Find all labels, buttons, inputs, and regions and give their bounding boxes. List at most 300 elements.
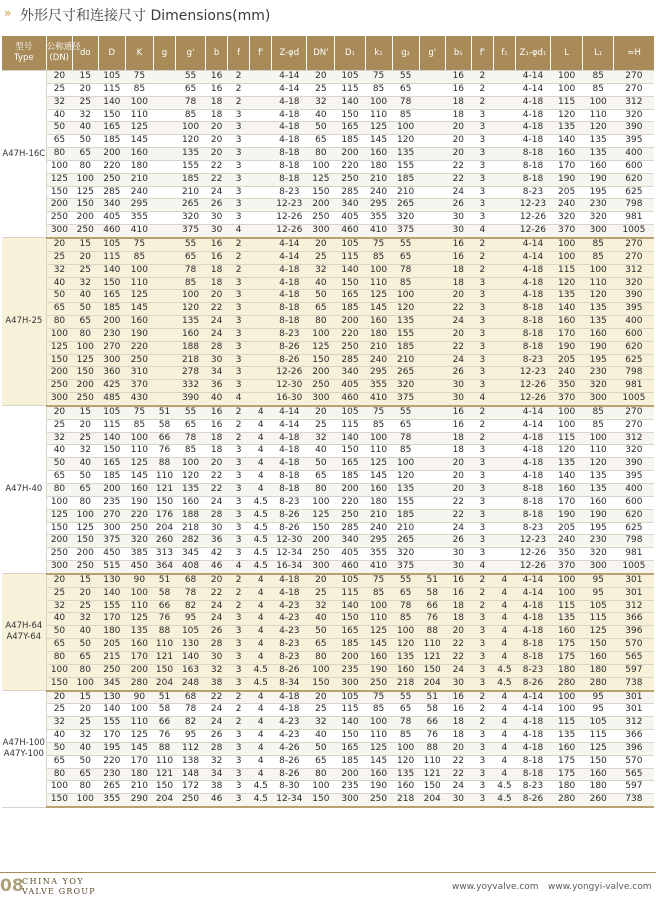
table-cell: 105 [335,238,365,251]
table-cell: 4 [228,393,250,406]
table-cell: 230 [98,328,125,341]
table-cell: 28 [206,639,228,652]
table-cell: 8-34 [272,677,307,690]
table-row [2,535,654,548]
table-cell: 240 [365,186,392,199]
table-cell: 65 [46,303,72,316]
table-cell: 12-26 [515,561,550,574]
table-row [2,238,654,251]
table-cell: 80 [307,148,335,161]
table-cell: 125 [365,458,392,471]
table-cell: 28 [206,509,228,522]
table-cell: 300 [307,561,335,574]
table-cell: 85 [365,587,392,600]
table-cell: 450 [125,561,153,574]
table-cell: 55 [392,406,419,419]
table-cell: 204 [153,677,175,690]
table-cell: 115 [335,587,365,600]
table-cell: 65 [176,419,206,432]
table-cell: 160 [176,496,206,509]
table-cell [419,148,445,161]
table-cell: 4-14 [272,238,307,251]
table-cell: 85 [392,613,419,626]
table-cell: 115 [335,704,365,717]
table-cell: 65 [72,651,98,664]
table-cell: 3 [471,639,493,652]
table-cell: 30 [445,561,471,574]
table-cell: 85 [583,83,614,96]
table-cell: 120 [551,277,583,290]
table-cell: 396 [614,742,654,755]
table-cell: 180 [551,664,583,677]
table-cell [493,522,515,535]
table-cell: 180 [98,626,125,639]
table-cell: 40 [72,122,98,135]
table-cell: 250 [176,794,206,807]
table-cell: 100 [583,432,614,445]
table-cell [250,199,272,212]
table-cell: 4.5 [250,664,272,677]
table-cell: 100 [307,664,335,677]
table-cell: 40 [46,445,72,458]
table-cell: 2 [471,432,493,445]
table-cell: 250 [365,677,392,690]
table-cell: 12-26 [272,212,307,225]
table-cell: 218 [176,522,206,535]
table-cell: 80 [307,651,335,664]
table-cell: 301 [614,587,654,600]
column-header-label: f' [479,47,486,58]
table-cell: 110 [365,730,392,743]
table-cell: 110 [153,755,175,768]
table-cell: 180 [583,664,614,677]
table-cell: 8-23 [272,328,307,341]
table-cell: 100 [46,781,72,794]
table-cell: 200 [72,548,98,561]
table-cell: 120 [583,290,614,303]
table-cell: 140 [551,303,583,316]
table-cell: 4 [250,587,272,600]
table-cell: 120 [176,303,206,316]
table-cell: 150 [46,677,72,690]
table-row [2,290,654,303]
table-cell: 78 [176,96,206,109]
table-cell: 270 [98,341,125,354]
table-cell: 300 [98,522,125,535]
table-cell: 165 [335,742,365,755]
brand-name: CHINA YOY [22,877,85,886]
table-cell: 85 [392,277,419,290]
table-cell: 95 [176,730,206,743]
table-cell: 3 [471,186,493,199]
table-cell: 4.5 [250,548,272,561]
table-cell: 145 [365,135,392,148]
table-cell: 240 [551,535,583,548]
table-cell: 3 [228,522,250,535]
table-cell: 160 [365,316,392,329]
table-cell [493,406,515,419]
table-cell: 8-18 [515,303,550,316]
table-cell: 160 [551,316,583,329]
column-header-label: DN' [313,47,329,58]
table-cell: 8-26 [272,664,307,677]
table-cell: 320 [583,380,614,393]
table-cell: 270 [614,83,654,96]
table-cell: 2 [471,600,493,613]
table-cell: 165 [335,458,365,471]
table-cell: 32 [72,277,98,290]
table-cell: 3 [471,522,493,535]
table-cell: 150 [153,664,175,677]
table-cell: 32 [46,264,72,277]
table-cell: 85 [392,445,419,458]
table-cell: 4.5 [250,781,272,794]
table-cell: 22 [445,509,471,522]
table-cell: 75 [365,406,392,419]
table-cell: 100 [72,341,98,354]
table-cell: 100 [392,122,419,135]
table-row [2,626,654,639]
table-cell: 4-14 [515,587,550,600]
table-cell: 65 [46,471,72,484]
table-cell: 95 [583,691,614,704]
table-cell: 204 [419,794,445,807]
table-cell: 3 [471,677,493,690]
table-cell: 78 [176,432,206,445]
table-cell: 140 [551,471,583,484]
table-cell: 105 [335,71,365,84]
table-cell: 150 [46,794,72,807]
table-cell: 100 [72,173,98,186]
table-cell: 200 [307,199,335,212]
table-cell: 8-26 [515,794,550,807]
table-cell: 20 [307,574,335,587]
table-cell: 110 [365,277,392,290]
table-cell: 4 [493,717,515,730]
table-cell: 65 [307,639,335,652]
table-cell [493,484,515,497]
table-cell [153,109,175,122]
table-cell: 100 [72,509,98,522]
table-cell: 105 [98,238,125,251]
table-cell: 190 [365,664,392,677]
table-cell: 180 [551,781,583,794]
table-cell: 32 [72,730,98,743]
table-cell: 4 [250,717,272,730]
table-cell: 115 [98,419,125,432]
table-cell: 160 [583,768,614,781]
table-row [2,251,654,264]
table-cell: 2 [228,71,250,84]
table-cell [419,496,445,509]
table-cell: 25 [307,587,335,600]
table-cell: 16 [445,704,471,717]
table-cell: 2 [228,691,250,704]
table-cell: 75 [365,574,392,587]
table-cell: 20 [206,574,228,587]
table-cell: 3 [471,341,493,354]
table-cell: 80 [307,768,335,781]
table-cell [493,225,515,238]
table-cell: 4-18 [515,458,550,471]
table-cell: 282 [176,535,206,548]
table-cell: 25 [46,83,72,96]
table-cell: 58 [419,587,445,600]
table-cell: 16 [445,83,471,96]
table-cell [419,509,445,522]
table-cell: 100 [365,717,392,730]
table-cell: 2 [228,587,250,600]
table-row [2,354,654,367]
model-label: A47H-40 [2,406,46,574]
table-cell: 16 [445,251,471,264]
table-cell: 4-18 [515,445,550,458]
table-cell: 85 [125,83,153,96]
table-cell: 125 [583,626,614,639]
table-cell: 405 [335,212,365,225]
table-cell: 32 [307,717,335,730]
table-cell: 82 [176,717,206,730]
table-cell [493,96,515,109]
chevron-right-icon: » [4,6,10,20]
table-cell: 4 [250,406,272,419]
table-cell: 170 [125,755,153,768]
table-cell: 15 [72,574,98,587]
table-cell: 3 [228,367,250,380]
table-cell: 4-18 [515,626,550,639]
table-cell: 150 [307,677,335,690]
table-cell [493,186,515,199]
table-cell: 150 [153,496,175,509]
table-cell: 210 [365,173,392,186]
table-cell: 145 [365,471,392,484]
table-cell: 260 [153,535,175,548]
model-label: A47H-25 [2,238,46,406]
table-cell: 115 [335,251,365,264]
table-cell [419,432,445,445]
table-cell: 78 [392,432,419,445]
table-cell: 185 [98,471,125,484]
table-cell: 220 [335,328,365,341]
table-cell: 4.5 [250,677,272,690]
table-cell: 620 [614,509,654,522]
table-cell: 58 [153,587,175,600]
table-cell: 50 [46,122,72,135]
column-header-label: f₁ [501,47,508,58]
table-cell: 270 [614,251,654,264]
column-header [471,36,493,71]
table-cell: 4-18 [272,574,307,587]
table-cell: 40 [46,277,72,290]
table-cell: 270 [614,406,654,419]
table-cell: 4-18 [272,445,307,458]
table-cell: 121 [419,768,445,781]
table-cell [493,471,515,484]
model-group [2,691,654,808]
table-cell: 135 [583,135,614,148]
table-cell: 485 [98,393,125,406]
table-cell: 4 [493,755,515,768]
table-cell: 3 [228,199,250,212]
table-cell: 4-18 [272,290,307,303]
table-cell: 65 [307,755,335,768]
table-cell: 190 [551,173,583,186]
table-cell: 366 [614,613,654,626]
table-row [2,561,654,574]
table-cell: 30 [206,651,228,664]
table-cell: 155 [98,717,125,730]
table-cell: 110 [419,639,445,652]
table-cell: 3 [228,109,250,122]
table-cell: 12-34 [272,548,307,561]
table-cell: 78 [392,717,419,730]
table-cell: 2 [471,83,493,96]
table-cell: 34 [206,367,228,380]
table-cell: 100 [551,71,583,84]
column-header [228,36,250,71]
table-cell: 2 [228,238,250,251]
table-cell: 210 [176,186,206,199]
table-cell: 3 [471,445,493,458]
table-cell: 16 [445,587,471,600]
column-header [153,36,175,71]
table-cell: 2 [471,691,493,704]
table-cell: 4-14 [272,71,307,84]
table-cell: 200 [307,367,335,380]
table-cell: 90 [125,691,153,704]
table-cell [493,393,515,406]
table-cell: 320 [614,277,654,290]
table-cell: 150 [72,199,98,212]
table-cell: 50 [46,290,72,303]
column-header [392,36,419,71]
table-cell: 460 [98,225,125,238]
table-cell: 350 [551,548,583,561]
table-cell: 115 [583,613,614,626]
table-cell: 4-14 [515,691,550,704]
table-cell: 220 [98,160,125,173]
table-cell: 200 [72,380,98,393]
table-cell: 313 [153,548,175,561]
table-cell: 145 [365,639,392,652]
table-cell: 51 [153,406,175,419]
table-cell: 125 [125,122,153,135]
table-cell: 385 [125,548,153,561]
table-cell: 160 [125,148,153,161]
table-cell [493,328,515,341]
table-cell: 66 [153,432,175,445]
table-cell [419,225,445,238]
table-cell [419,445,445,458]
column-header [272,36,307,71]
table-cell: 625 [614,186,654,199]
table-cell [153,225,175,238]
table-cell: 150 [307,186,335,199]
website-link-yoyvalve[interactable]: www.yoyvalve.com [452,882,539,892]
table-cell: 3 [228,768,250,781]
table-cell: 4 [228,225,250,238]
table-cell: 250 [307,380,335,393]
table-cell: 320 [392,212,419,225]
table-cell: 150 [335,613,365,626]
table-cell: 30 [445,548,471,561]
table-cell: 170 [98,613,125,626]
table-cell: 110 [125,717,153,730]
model-label: A47H-64 A47Y-64 [2,574,46,691]
table-cell: 2 [471,704,493,717]
table-cell: 200 [98,316,125,329]
table-cell: 265 [392,199,419,212]
table-cell: 140 [335,432,365,445]
table-cell: 24 [206,316,228,329]
table-cell: 170 [98,730,125,743]
table-cell: 350 [551,380,583,393]
table-cell: 185 [176,173,206,186]
table-cell: 400 [614,484,654,497]
table-cell: 51 [153,574,175,587]
table-cell: 165 [98,458,125,471]
table-cell: 340 [335,199,365,212]
website-link-yongyi[interactable]: www.yongyi-valve.com [548,882,652,892]
table-cell: 4 [250,432,272,445]
table-cell: 600 [614,496,654,509]
table-cell: 22 [445,639,471,652]
table-cell: 135 [583,484,614,497]
table-cell [493,122,515,135]
table-cell: 50 [72,639,98,652]
table-cell: 3 [228,316,250,329]
table-cell: 76 [419,730,445,743]
table-cell: 180 [365,160,392,173]
table-cell: 3 [471,613,493,626]
table-cell: 320 [125,535,153,548]
table-cell: 125 [125,730,153,743]
table-cell [419,251,445,264]
table-cell: 121 [153,484,175,497]
table-cell: 3 [471,160,493,173]
table-cell: 18 [445,445,471,458]
table-cell: 3 [228,186,250,199]
table-cell: 22 [206,160,228,173]
table-cell: 82 [176,600,206,613]
table-cell: 8-26 [272,755,307,768]
table-cell [250,83,272,96]
table-cell: 80 [46,651,72,664]
table-cell: 20 [445,135,471,148]
table-cell: 135 [583,471,614,484]
table-cell [419,160,445,173]
table-cell: 40 [307,613,335,626]
table-cell: 4 [228,561,250,574]
table-cell: 190 [583,509,614,522]
table-cell: 3 [471,768,493,781]
table-cell: 3 [228,781,250,794]
table-cell: 40 [206,393,228,406]
table-cell: 150 [153,781,175,794]
table-cell: 3 [228,212,250,225]
model-group [2,238,654,406]
table-cell: 1005 [614,225,654,238]
table-cell: 4 [250,651,272,664]
table-cell: 120 [583,122,614,135]
table-cell: 22 [445,755,471,768]
table-cell: 85 [176,277,206,290]
table-cell: 8-26 [272,768,307,781]
table-cell: 65 [72,316,98,329]
table-cell [493,173,515,186]
table-cell: 120 [392,755,419,768]
table-cell [250,71,272,84]
